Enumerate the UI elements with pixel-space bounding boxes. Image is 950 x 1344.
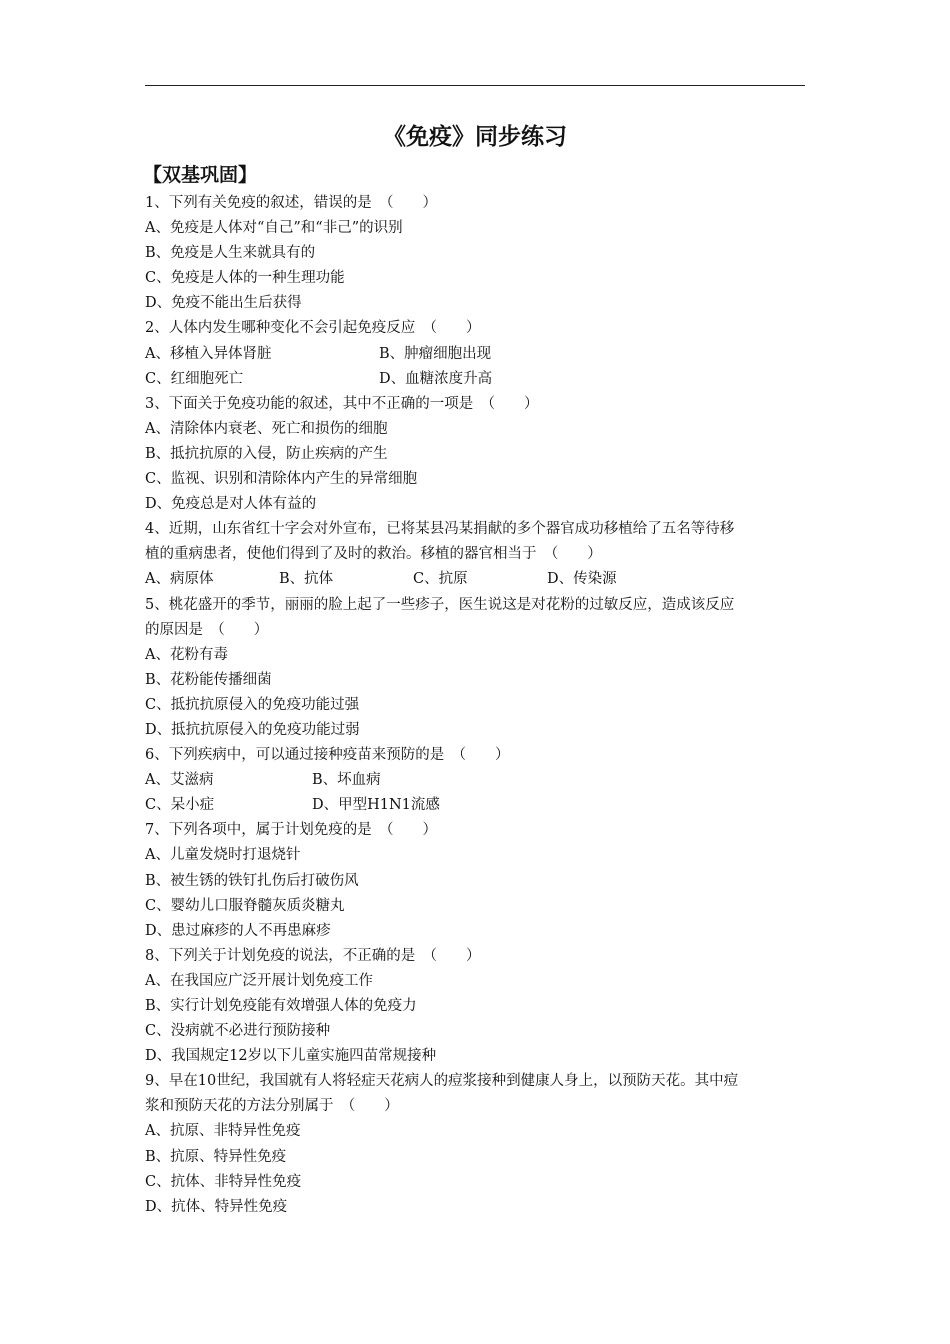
- question-5-option-c: C、抵抗抗原侵入的免疫功能过强: [145, 696, 360, 713]
- question-8-stem: 8、下列关于计划免疫的说法，不正确的是 （ ）: [145, 947, 481, 964]
- page-title: 《免疫》同步练习: [383, 124, 567, 150]
- question-6-option-a: A、艾滋病: [145, 772, 214, 789]
- question-8-option-a: A、在我国应广泛开展计划免疫工作: [145, 972, 373, 989]
- question-8-option-d: D、我国规定12岁以下儿童实施四苗常规接种: [145, 1048, 437, 1065]
- question-7-option-a: A、儿童发烧时打退烧针: [145, 847, 301, 864]
- question-9-stem-line-2: 浆和预防天花的方法分别属于 （ ）: [145, 1098, 399, 1115]
- question-8-option-b: B、实行计划免疫能有效增强人体的免疫力: [145, 998, 417, 1014]
- question-list: [145, 191, 810, 1220]
- question-3-stem: 3、下面关于免疫功能的叙述，其中不正确的一项是 （ ）: [145, 395, 539, 412]
- question-3-option-c: C、监视、识别和清除体内产生的异常细胞: [145, 471, 418, 488]
- question-7-option-d: D、患过麻疹的人不再患麻疹: [145, 922, 331, 939]
- question-7-stem: 7、下列各项中，属于计划免疫的是 （ ）: [145, 822, 437, 839]
- question-6-option-b: B、坏血病: [312, 772, 381, 789]
- question-9-option-d: D、抗体、特异性免疫: [145, 1198, 288, 1215]
- question-4-option-b: B、抗体: [279, 571, 334, 588]
- question-5-option-a: A、花粉有毒: [145, 646, 228, 663]
- top-rule: [145, 85, 805, 86]
- question-5-option-d: D、抵抗抗原侵入的免疫功能过弱: [145, 721, 360, 738]
- question-5-stem-line-2: 的原因是 （ ）: [145, 621, 269, 638]
- question-6-stem: 6、下列疾病中，可以通过接种疫苗来预防的是 （ ）: [145, 747, 510, 764]
- section-heading: 【双基巩固】: [143, 164, 258, 186]
- question-4-stem-line-2: 植的重病患者，使他们得到了及时的救治。移植的器官相当于 （ ）: [145, 546, 602, 563]
- question-2-option-a: A、移植入异体肾脏: [145, 345, 272, 362]
- question-1-option-b: B、免疫是人生来就具有的: [145, 245, 316, 262]
- question-1-option-a: A、免疫是人体对“自己”和“非己”的识别: [145, 220, 403, 237]
- question-3-option-d: D、免疫总是对人体有益的: [145, 496, 317, 513]
- question-2-option-c: C、红细胞死亡: [145, 370, 244, 387]
- question-9-option-a: A、抗原、非特异性免疫: [145, 1123, 301, 1140]
- question-4-stem-line-1: 4、近期，山东省红十字会对外宣布，已将某县冯某捐献的多个器官成功移植给了五名等待移: [145, 521, 735, 538]
- question-4-option-c: C、抗原: [413, 571, 468, 588]
- question-3-option-b: B、抵抗抗原的入侵，防止疾病的产生: [145, 445, 388, 462]
- question-4-option-a: A、病原体: [145, 571, 214, 588]
- question-8-option-c: C、没病就不必进行预防接种: [145, 1023, 331, 1040]
- question-9-option-b: B、抗原、特异性免疫: [145, 1148, 287, 1165]
- question-7-option-b: B、被生锈的铁钉扎伤后打破伤风: [145, 872, 359, 889]
- question-4-option-d: D、传染源: [547, 571, 617, 588]
- question-1-option-c: C、免疫是人体的一种生理功能: [145, 270, 345, 287]
- question-9-stem-line-1: 9、早在10世纪，我国就有人将轻症天花病人的痘浆接种到健康人身上，以预防天花。其中痘: [145, 1073, 739, 1090]
- question-5-option-b: B、花粉能传播细菌: [145, 671, 272, 688]
- question-5-stem-line-1: 5、桃花盛开的季节，丽丽的脸上起了一些疹子，医生说这是对花粉的过敏反应，造成该反应: [145, 596, 735, 613]
- question-6-option-d: D、甲型H1N1流感: [312, 797, 440, 814]
- question-2-options-row-2: [145, 367, 810, 392]
- question-6-options-row-1: [145, 768, 810, 793]
- question-1-option-d: D、免疫不能出生后获得: [145, 295, 302, 312]
- question-2-options-row-1: [145, 342, 810, 367]
- question-2-stem: 2、人体内发生哪种变化不会引起免疫反应 （ ）: [145, 320, 481, 337]
- question-9-option-c: C、抗体、非特异性免疫: [145, 1173, 302, 1190]
- question-2-option-b: B、肿瘤细胞出现: [379, 345, 492, 362]
- question-4-options-row: [145, 567, 810, 592]
- question-2-option-d: D、血糖浓度升高: [379, 370, 493, 387]
- question-6-options-row-2: [145, 793, 810, 818]
- question-7-option-c: C、婴幼儿口服脊髓灰质炎糖丸: [145, 897, 345, 914]
- question-1-stem: 1、下列有关免疫的叙述，错误的是 （ ）: [145, 195, 437, 211]
- question-3-option-a: A、清除体内衰老、死亡和损伤的细胞: [145, 420, 388, 437]
- question-6-option-c: C、呆小症: [145, 797, 215, 814]
